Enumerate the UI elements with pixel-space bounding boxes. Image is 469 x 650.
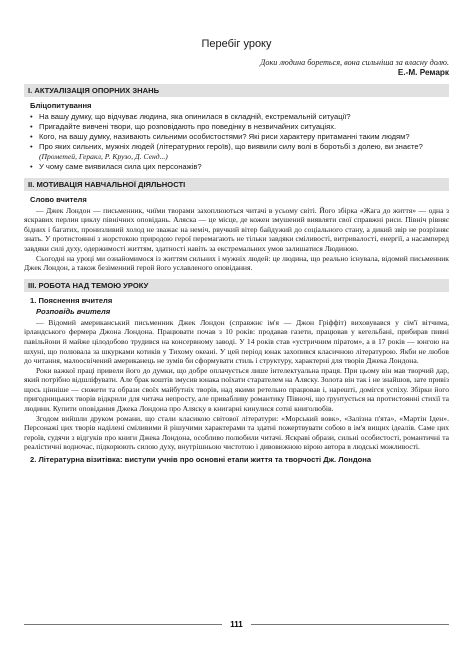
- list-item: • У чому саме виявилася сила цих персонажів?: [30, 162, 449, 172]
- paragraph: Роки важкої праці привели його до думки, що добре оплачується лише інтелектуальна праця. При цьому він мав творчий дар, який потрібно відшліфувати. Але брак коштів змусив юнака поїхати старателем на Аляску. Золота він так і не знайшов, зате привіз щось цінніше — сюжети та образи своїх майбутніх творів, над якими ретельно працював і, нарешті, домігся успіху. Збірки його пригодницьких творів відкрили для читача непросту, але привабливу романтику Півночі, що ґрунтується на протистоянні стихії та людини. Купити оповідання Джека Лондона про Аляску в книгарні кинулися сотні книголюбів.: [24, 365, 449, 414]
- list-item: • Пригадайте вивчені твори, що розповідають про поведінку в незвичайних ситуаціях.: [30, 122, 449, 132]
- paragraph: — Джек Лондон — письменник, чиїми творами захоплюються читачі в усьому світі. Його збірка «Жага до життя» — одна з яскравих перлин циклу північних оповідань. Аляска — це місце, де кожен змушений виявляти свої справжні риси. Північ рівняє бідних і багатих, пронизливий холод не зважає на неміч, рвучкий вітер байдужий до соціального стану, а дикий звір не розрізняє знать. У протистоянні з жорстокою природою герої перемагають не тільки завдяки сміливості, витривалості, енергії, а насамперед завдяки силі духу, одержимості життям, здатності навіть за екстремальних умов залишатися Людиною.: [24, 205, 449, 253]
- page-content: [24, 38, 449, 466]
- subsection-heading: Слово вчителя: [30, 194, 87, 204]
- epigraph: [24, 58, 449, 78]
- numbered-heading: 1. Пояснення вчителя: [30, 295, 113, 305]
- paragraph: Сьогодні на уроці ми ознайомимося із життям сильних і мужніх людей: це людина, що реально існувала, відомий письменник Джек Лондон, а також безіменний герой його уславленого оповідання.: [24, 253, 449, 273]
- subsection-heading: Бліцопитування: [30, 101, 92, 110]
- section-main-work: [24, 279, 449, 464]
- footer-rule: [24, 624, 222, 625]
- section-actualization: [24, 84, 449, 172]
- list-item: [30, 142, 449, 161]
- lesson-title: Перебіг уроку: [201, 38, 272, 50]
- page-number: 111: [230, 620, 243, 629]
- section-heading: ІІІ. РОБОТА НАД ТЕМОЮ УРОКУ: [24, 279, 449, 292]
- page-footer: [24, 620, 449, 629]
- footer-rule: [251, 624, 449, 625]
- epigraph-text: Доки людина бореться, вона сильніша за власну долю.: [260, 58, 449, 67]
- list-item-examples: (Прометей, Геракл, Р. Крузо, Д. Сенд...): [39, 151, 168, 161]
- list-item-text: Про яких сильних, мужніх людей (літературних героїв), що виявили силу волі в боротьбі з долею, ви знаєте?: [39, 142, 423, 152]
- subsection-heading: Розповідь вчителя: [36, 306, 111, 316]
- epigraph-author: Е.-М. Ремарк: [397, 68, 449, 77]
- question-list: [30, 112, 449, 172]
- section-heading: ІІ. МОТИВАЦІЯ НАВЧАЛЬНОЇ ДІЯЛЬНОСТІ: [24, 178, 449, 191]
- list-item: • На вашу думку, що відчуває людина, яка опинилася в складній, екстремальній ситуації?: [30, 112, 449, 122]
- list-item: • Кого, на вашу думку, називають сильними особистостями? Які риси характеру притаманні таким людям?: [30, 132, 449, 142]
- paragraph: Згодом вийшли друком романи, що стали класикою світової літератури: «Морський вовк», «Залізна п'ята», «Мартін Іден». Персонажі цих творів наділені сміливими й рішучими характерами та здатні пожертвувати собою в ім'я вищих ідеалів. Саме цих героїв, судячи з відгуків про книги Джека Лондона, особливо полюбили читачі. Яскраві образи, сильні особистості, романтичні та реалістичні водночас, підкорюють силою духу, внутрішньою чистотою і дивовижною вірою автора в людські можливості.: [24, 413, 449, 452]
- section-motivation: [24, 178, 449, 273]
- numbered-heading: 2. Літературна візитівка: виступи учнів про основні етапи життя та творчості Дж. Лондона: [30, 455, 372, 465]
- section-heading: І. АКТУАЛІЗАЦІЯ ОПОРНИХ ЗНАНЬ: [24, 84, 449, 97]
- paragraph: — Відомий американський письменник Джек Лондон (справжнє ім'я — Джон Гріффіт) виховувався у сім'ї вітчима, ірландського фермера Джона Лондона. Працювати почав з 10 років: продавав газети, працював у кегельбані, прибирав пивні павільйони й майже цілодобово трудився на консервному заводі. У 14 років став «устричним піратом», а в 17 років — юнгою на шхуні, що полювала за шкурками котиків у Тихому океані. У цей період юнак захопився класичною літературою. Якби не любов до читання, малоосвічений американець не зумів би сформувати стиль і структуру, характерні для творів Джека Лондона.: [24, 317, 449, 366]
